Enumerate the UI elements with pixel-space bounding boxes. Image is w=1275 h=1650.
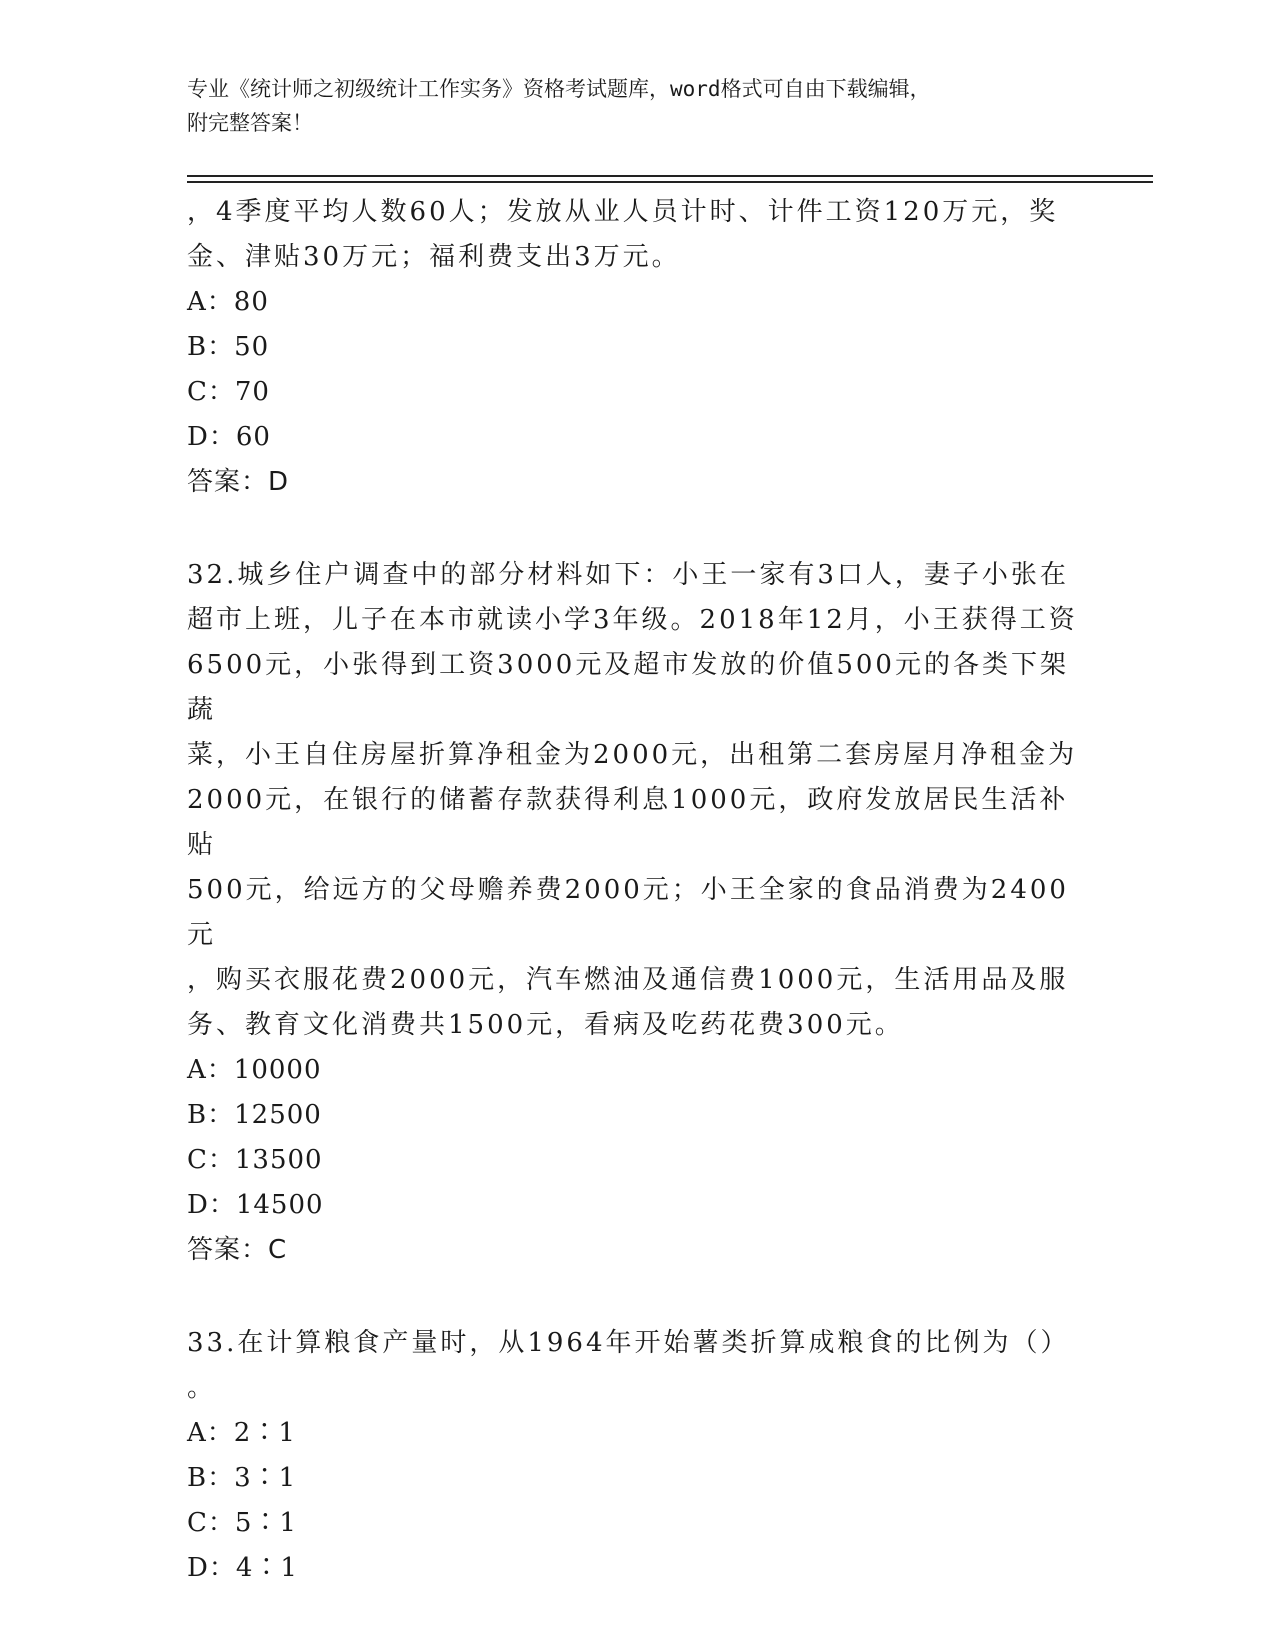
question-text-line: ，4季度平均人数60人；发放从业人员计时、计件工资120万元，奖 (187, 197, 1059, 227)
question-text-line: 500元，给远方的父母赡养费2000元；小王全家的食品消费为2400元 (187, 875, 1069, 950)
option-a: A：10000 (187, 1055, 322, 1085)
question-text-line: 33.在计算粮食产量时，从1964年开始薯类折算成粮食的比例为（） (187, 1328, 1070, 1358)
question-text-line: 超市上班，儿子在本市就读小学3年级。2018年12月，小王获得工资 (187, 605, 1078, 635)
question-text-line: 务、教育文化消费共1500元，看病及吃药花费300元。 (187, 1010, 904, 1040)
document-body (187, 190, 1087, 1591)
question-text-line: 菜，小王自住房屋折算净租金为2000元，出租第二套房屋月净租金为 (187, 740, 1078, 770)
option-d: D：60 (187, 422, 271, 452)
answer-line: 答案：C (187, 1235, 288, 1265)
option-c: C：13500 (187, 1145, 323, 1175)
header-line-1: 专业《统计师之初级统计工作实务》资格考试题库，word格式可自由下载编辑， (187, 77, 931, 101)
question-31 (187, 190, 1087, 505)
question-text-line: 金、津贴30万元；福利费支出3万元。 (187, 242, 681, 272)
question-32 (187, 553, 1087, 1273)
option-a: A：80 (187, 287, 269, 317)
question-text-line: 6500元，小张得到工资3000元及超市发放的价值500元的各类下架蔬 (187, 650, 1069, 725)
header-divider-bottom (187, 181, 1153, 183)
question-text-line: 。 (187, 1373, 217, 1403)
question-text-line: ，购买衣服花费2000元，汽车燃油及通信费1000元，生活用品及服 (187, 965, 1069, 995)
question-text-line: 32.城乡住户调查中的部分材料如下：小王一家有3口人，妻子小张在 (187, 560, 1069, 590)
option-b: B：3∶1 (187, 1463, 297, 1493)
question-text-line: 2000元，在银行的储蓄存款获得利息1000元，政府发放居民生活补贴 (187, 785, 1069, 860)
option-c: C：70 (187, 377, 270, 407)
header-divider-top (187, 175, 1153, 177)
header-line-2: 附完整答案！ (187, 111, 313, 135)
option-c: C：5∶1 (187, 1508, 297, 1538)
option-b: B：50 (187, 332, 270, 362)
question-33 (187, 1321, 1087, 1591)
option-d: D：4∶1 (187, 1553, 298, 1583)
option-d: D：14500 (187, 1190, 324, 1220)
option-b: B：12500 (187, 1100, 322, 1130)
document-header (187, 72, 1087, 140)
answer-line: 答案：D (187, 467, 290, 497)
option-a: A：2∶1 (187, 1418, 296, 1448)
